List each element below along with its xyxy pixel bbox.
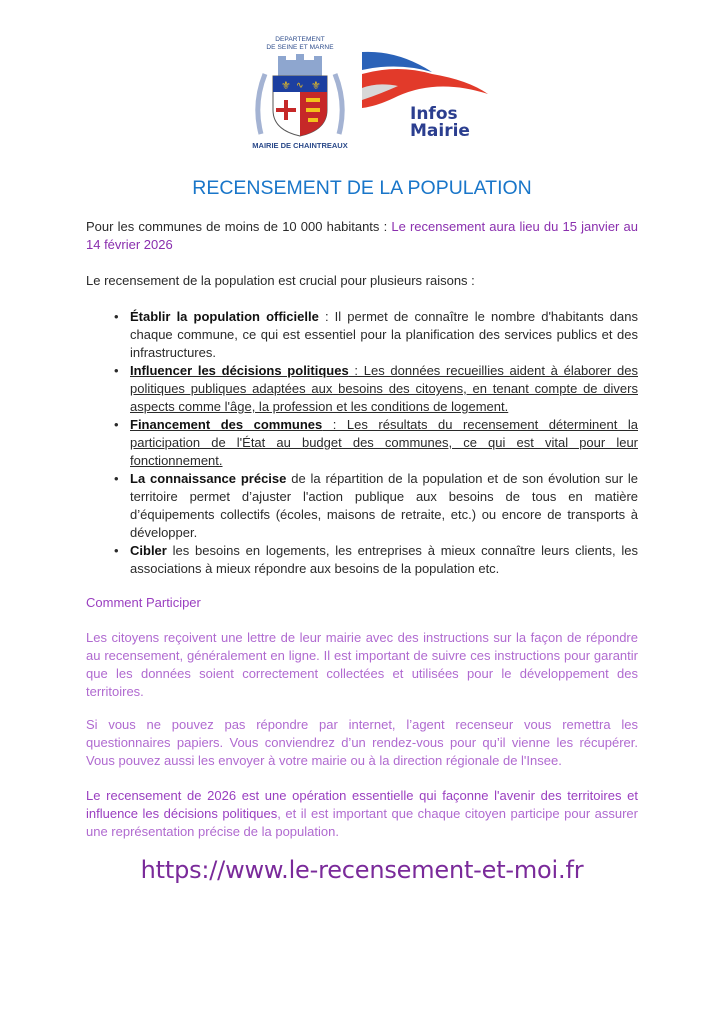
svg-text:∿: ∿: [296, 80, 304, 90]
reason-text: les besoins en logements, les entreprises à mieux connaître leurs clients, les associations à mieux répondre aux besoins de la population etc.: [130, 543, 638, 576]
list-item: [86, 470, 638, 542]
bullet-icon: •: [114, 363, 119, 378]
intro-lead: Pour les communes de moins de 10 000 habitants :: [86, 219, 392, 234]
reason-text: de la répartition de la population et de son évolution sur le territoire permet d’ajuster l'action publique aux besoins de tous en matière d’équipements collectifs (écoles, maisons de retraite, etc.) ou encore de transports à développer.: [130, 471, 638, 540]
infos-logo-line1: Infos: [410, 104, 458, 124]
participate-paragraph-2: Si vous ne pouvez pas répondre par internet, l’agent recenseur vous remettra les questionnaires papiers. Vous conviendrez d’un rendez-vous pour qu’il vienne les récupérer. Vous pouvez aussi les envoyer à votre mairie ou à la direction régionale de l'Insee.: [86, 717, 638, 768]
infos-mairie-logo: [358, 44, 494, 150]
crest-caption: MAIRIE DE CHAINTREAUX: [252, 141, 348, 150]
conclusion-emphasis: Le recensement de 2026 est une opération essentielle qui façonne l'avenir des territoires et influence les décisions politiques: [86, 788, 638, 821]
bullet-icon: •: [114, 543, 119, 558]
website-link[interactable]: https://www.le-recensement-et-moi.fr: [140, 856, 584, 884]
coat-of-arms-icon: [251, 54, 349, 138]
reason-text: : Il permet de connaître le nombre d'habitants dans chaque commune, ce qui est essentiel pour la planification des services publics et des infrastructures.: [130, 309, 638, 360]
bullet-icon: •: [114, 471, 119, 486]
reason-text: : Les résultats du recensement déterminent la participation de l'État au budget des communes, ce qui est vital pour leur fonctionnement.: [130, 417, 638, 468]
intro-dates-highlight: Le recensement aura lieu du 15 janvier au 14 février 2026: [86, 219, 638, 252]
list-item: [86, 416, 638, 470]
reason-title: Cibler: [130, 543, 167, 558]
list-item: [86, 542, 638, 578]
participate-paragraph-1: Les citoyens reçoivent une lettre de leur mairie avec des instructions sur la façon de répondre au recensement, généralement en ligne. Il est important de suivre ces instructions pour garantir que les données soient correctement collectées et utilisées pour le développement des territoires.: [86, 630, 638, 699]
bullet-icon: •: [114, 417, 119, 432]
svg-text:⚜: ⚜: [281, 80, 291, 92]
reason-text: : Les données recueillies aident à élaborer des politiques publiques adaptées aux besoins des citoyens, en tenant compte de divers aspects comme l'âge, la profession et les conditions de logement.: [130, 363, 638, 414]
crest-department-line1: DEPARTEMENT: [275, 36, 325, 43]
reason-title: Financement des communes: [130, 417, 323, 432]
list-item: [86, 308, 638, 362]
reasons-list: [86, 308, 638, 578]
infos-logo-line2: Mairie: [410, 121, 470, 141]
page-title: RECENSEMENT DE LA POPULATION: [192, 177, 532, 199]
reason-title: Influencer les décisions politiques: [130, 363, 349, 378]
participate-heading: Comment Participer: [86, 595, 201, 610]
reasons-intro: Le recensement de la population est crucial pour plusieurs raisons :: [86, 273, 475, 288]
crest-department-line2: DE SEINE ET MARNE: [266, 44, 334, 51]
conclusion-paragraph: [86, 787, 638, 841]
conclusion-rest: , et il est important que chaque citoyen participe pour assurer une représentation précise de la population.: [86, 806, 638, 839]
bullet-icon: •: [114, 309, 119, 324]
reason-title: La connaissance précise: [130, 471, 287, 486]
list-item: [86, 362, 638, 416]
mairie-crest-logo: [244, 36, 356, 160]
intro-paragraph: [86, 218, 638, 254]
svg-text:⚜: ⚜: [311, 80, 321, 92]
reason-title: Établir la population officielle: [130, 309, 319, 324]
